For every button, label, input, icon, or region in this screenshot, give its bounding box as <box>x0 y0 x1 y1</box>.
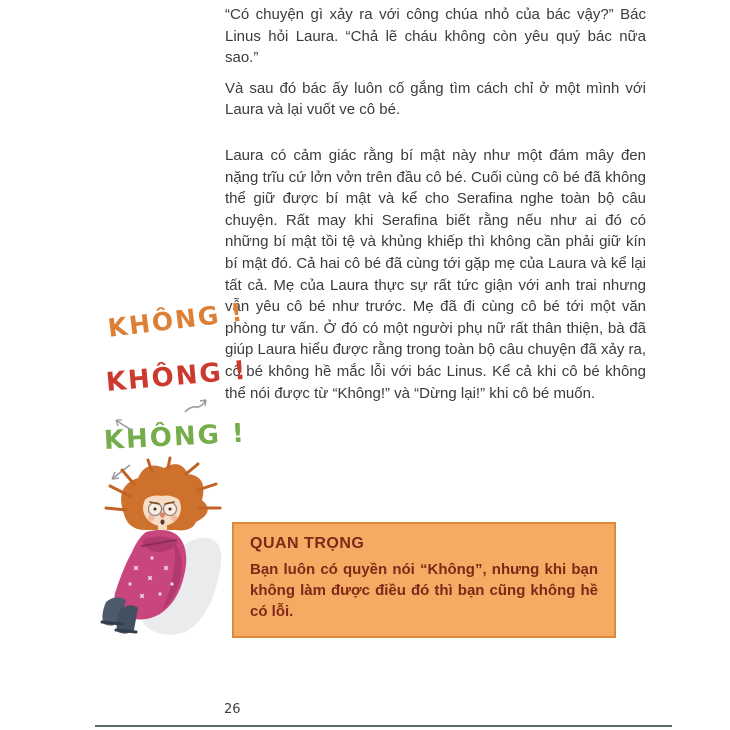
callout-title: QUAN TRỌNG <box>250 535 365 552</box>
girl-illustration <box>76 456 238 638</box>
story-paragraph: Laura có cảm giác rằng bí mật này như một đám mây đen nặng trĩu cứ lởn vởn trên đầu cô bé. Cuối cùng cô bé đã không thể giữ được bí mật và kể cho Serafina nghe toàn bộ câu chuyện. Rất may khi Serafina biết rằng nếu như ai đó có những bí mật tồi tệ và khủng khiếp thì không cần phải giữ kín bí mật đó. Cả hai cô bé đã cùng tới gặp mẹ của Laura và kể lại tất cả. Mẹ của Laura thực sự rất tức giận với anh trai nhưng vẫn yêu cô bé như trước. Mẹ đã đi cùng cô bé tới một văn phòng tư vấn. Ở đó có một người phụ nữ rất thân thiện, bà đã giúp Laura hiểu được rằng trong toàn bộ câu chuyện đã xảy ra, cô bé không hề mắc lỗi với bác Linus. Kể cả khi cô bé không thể nói được từ “Không!” và “Dừng lại!” khi cô bé muốn. <box>225 146 646 402</box>
bottom-rule-divider <box>95 725 672 727</box>
margin-word-khong-red: KHÔNG ! <box>104 355 249 398</box>
important-callout-box <box>232 522 616 638</box>
page-number: 26 <box>224 702 241 717</box>
margin-word-khong-orange: KHÔNG ! <box>106 297 246 343</box>
sketch-arrow-icon <box>183 394 209 414</box>
story-paragraph: Và sau đó bác ấy luôn cố gắng tìm cách chỉ ở một mình với Laura và lại vuốt ve cô bé. <box>225 79 646 119</box>
story-paragraph: “Có chuyện gì xảy ra với công chúa nhỏ của bác vậy?” Bác Linus hỏi Laura. “Chả lẽ cháu không còn yêu quý bác nữa sao.” <box>225 6 646 67</box>
story-text-column <box>225 4 646 413</box>
margin-word-khong-green: KHÔNG ! <box>103 418 247 456</box>
sketch-arrow-icon <box>112 416 134 432</box>
callout-body: Bạn luôn có quyền nói “Không”, nhưng khi bạn không làm được điều đó thì bạn cũng không hề có lỗi. <box>250 561 598 620</box>
